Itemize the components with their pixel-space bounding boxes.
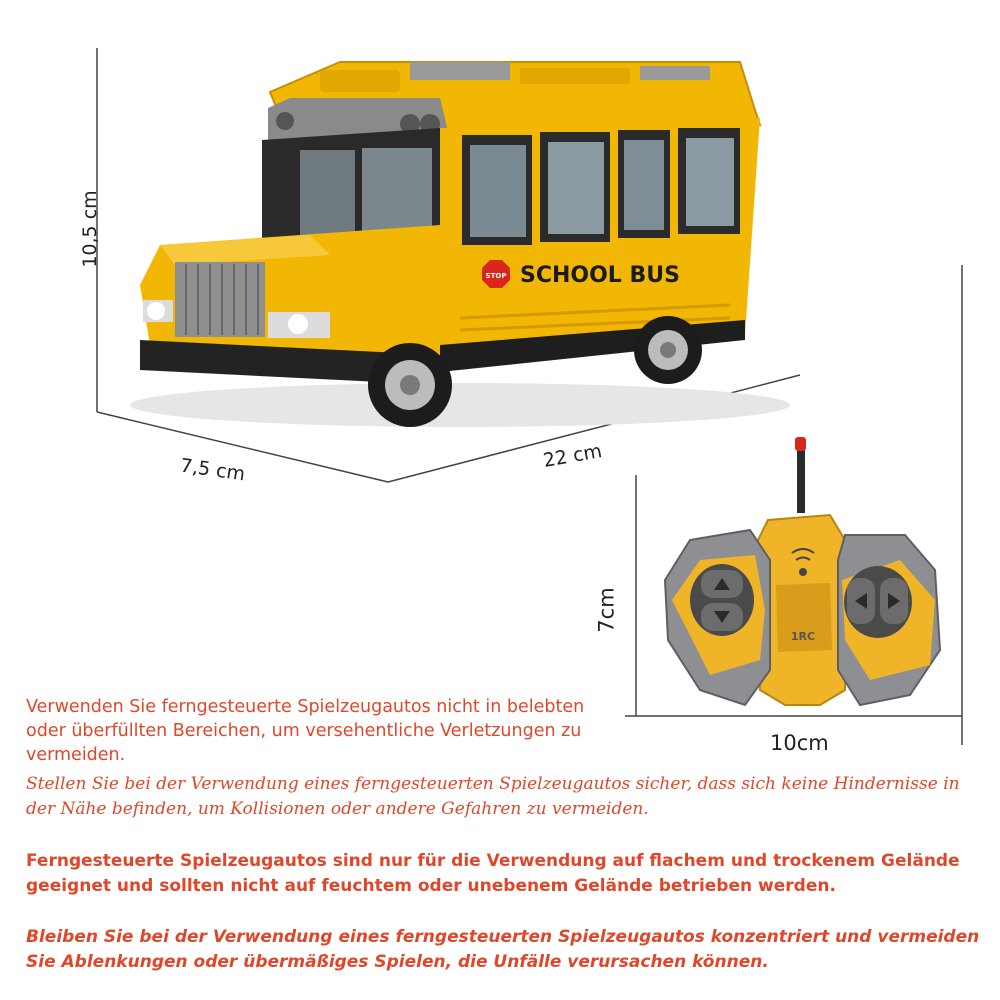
stop-sign-text: STOP [485, 272, 507, 280]
note-concentration: Bleiben Sie bei der Verwendung eines ferngesteuerten Spielzeugautos konzentriert und vermeiden Sie Ablenkungen oder übermäßiges Spielen, die Unfälle verursachen können. [26, 927, 980, 972]
note-crowded-areas: Verwenden Sie ferngesteuerte Spielzeugautos nicht in belebten oder überfüllten Bereichen, um versehentliche Verletzungen zu vermeiden. [26, 697, 585, 765]
note-terrain: Ferngesteuerte Spielzeugautos sind nur für die Verwendung auf flachem und trockenem Gelände geeignet und sollten nicht auf feuchtem oder unebenem Gelände betrieben werden. [26, 851, 960, 896]
remote-logo: 1RC [790, 630, 816, 643]
remote-height-label: 7cm [594, 587, 619, 633]
school-bus-illustration [130, 62, 790, 427]
remote-width-label: 10cm [770, 731, 829, 755]
note-obstacles: Stellen Sie bei der Verwendung eines ferngesteuerten Spielzeugautos sicher, dass sich keine Hindernisse in der Nähe befinden, um Kollisionen oder andere Gefahren zu vermeiden. [26, 774, 960, 819]
school-bus-label: SCHOOL BUS [520, 263, 680, 288]
remote-control-illustration [665, 437, 940, 705]
bus-length-label: 22 cm [541, 440, 604, 472]
bus-height-label: 10,5 cm [79, 190, 101, 268]
bus-width-label: 7,5 cm [178, 454, 247, 486]
